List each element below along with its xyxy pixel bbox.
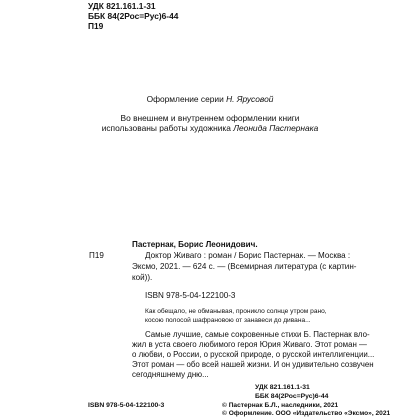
- epigraph-line-1: Как обещало, не обманывая, проникло солнце утром рано,: [145, 308, 327, 315]
- series-design-credit: [0, 94, 420, 104]
- annotation-line-1: Самые лучшие, самые сокровенные стихи Б. Пастернак вло-: [145, 330, 370, 339]
- annotation-line-2: жил в уста своего любимого героя Юрия Живаго. Этот роман —: [132, 340, 367, 349]
- annotation-line-4: Этот роман — обо всей нашей жизни. И он удивительно созвучен: [132, 360, 374, 369]
- bib-line-3: кой)).: [132, 273, 153, 282]
- bib-line-1: Доктор Живаго : роман / Борис Пастернак. — Москва :: [145, 251, 351, 260]
- copyright-design: © Оформление. ООО «Издательство «Эксмо», 2021: [222, 410, 391, 417]
- artist-name: Леонида Пастернака: [233, 123, 319, 133]
- design-credit-line: Во внешнем и внутреннем оформлении книги: [120, 113, 300, 123]
- udk-code: УДК 821.161.1-31: [88, 1, 156, 11]
- author-mark: П19: [88, 21, 104, 31]
- bib-code: П19: [89, 251, 104, 260]
- footer-udk: УДК 821.161.1-31: [255, 384, 310, 391]
- annotation-line-3: о любви, о России, о русской природе, о русской интеллигенции...: [132, 350, 375, 359]
- artwork-label: использованы работы художника: [101, 123, 231, 133]
- author-heading: Пастернак, Борис Леонидович.: [132, 240, 258, 249]
- series-label: Оформление серии: [146, 94, 224, 104]
- bib-isbn: ISBN 978-5-04-122100-3: [145, 291, 236, 300]
- footer-bbk: ББК 84(2Рос=Рус)6-44: [255, 393, 329, 400]
- epigraph-line-2: косою полосой шафрановою от занавеси до дивана...: [145, 317, 311, 324]
- artwork-credit: [0, 123, 420, 133]
- annotation-line-5: сегодняшнему дню...: [132, 370, 209, 379]
- footer-isbn: ISBN 978-5-04-122100-3: [88, 402, 165, 409]
- bbk-code: ББК 84(2Рос=Рус)6-44: [88, 11, 179, 21]
- copyright-author: © Пастернак Б.Л., наследники, 2021: [222, 402, 339, 409]
- series-designer: Н. Ярусовой: [226, 94, 274, 104]
- bib-line-2: Эксмо, 2021. — 624 с. — (Всемирная литература (с картин-: [132, 262, 357, 271]
